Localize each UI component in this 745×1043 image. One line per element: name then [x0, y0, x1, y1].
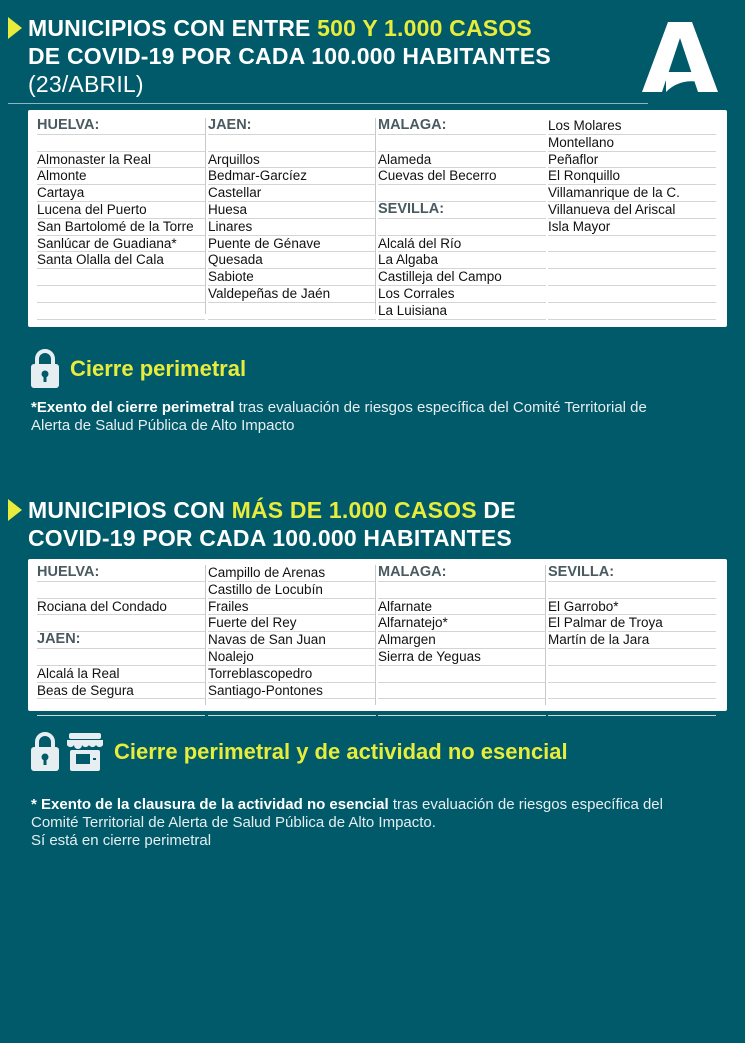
municipality-item: Almonaster la Real: [37, 152, 205, 169]
municipality-item: Valdepeñas de Jaén: [208, 286, 376, 303]
empty-row: [208, 699, 376, 716]
municipality-item: Castillo de Locubín: [208, 582, 376, 599]
municipality-item: Sanlúcar de Guadiana*: [37, 236, 205, 253]
municipality-item: Huesa: [208, 202, 376, 219]
empty-row: [548, 666, 716, 683]
municipality-item: Santiago-Pontones: [208, 683, 376, 700]
shop-icon: [66, 732, 104, 772]
table-column-sevilla: [548, 565, 716, 716]
region-header: MÁLAGA:: [378, 565, 546, 582]
region-header: JAÉN:: [208, 118, 376, 135]
empty-row: [378, 666, 546, 683]
municipality-item: Santa Olalla del Cala: [37, 252, 205, 269]
empty-row: [378, 582, 546, 599]
municipality-item: Linares: [208, 219, 376, 236]
empty-row: [378, 699, 546, 716]
municipality-item: Lucena del Puerto: [37, 202, 205, 219]
arrow-bullet-icon: [8, 499, 22, 521]
empty-row: [378, 683, 546, 700]
region-header: SEVILLA:: [378, 202, 546, 219]
municipality-item: Rociana del Condado: [37, 599, 205, 616]
municipality-item: Alameda: [378, 152, 546, 169]
municipality-item: Sabiote: [208, 269, 376, 286]
municipality-item: Fuerte del Rey: [208, 615, 376, 632]
municipality-item: Sierra de Yeguas: [378, 649, 546, 666]
empty-row: [37, 649, 205, 666]
municipality-item: El Garrobo*: [548, 599, 716, 616]
municipality-item: Almonte: [37, 168, 205, 185]
municipality-table-500-1000: [28, 110, 727, 327]
exemption-note-1: *Exento del cierre perimetral tras evaluación de riesgos específica del Comité Territorial de Alerta de Salud Pública de Alto Impacto: [31, 399, 647, 434]
divider: [8, 103, 648, 104]
municipality-item: Villanueva del Ariscal: [548, 202, 716, 219]
empty-row: [208, 135, 376, 152]
empty-row: [548, 303, 716, 320]
municipality-item: Frailes: [208, 599, 376, 616]
empty-row: [548, 269, 716, 286]
empty-row: [378, 219, 546, 236]
restriction-cierre-perimetral: Cierre perimetral: [30, 349, 246, 389]
table-column-huelva: [37, 118, 205, 320]
municipality-item: La Algaba: [378, 252, 546, 269]
municipality-item: Alfarnatejo*: [378, 615, 546, 632]
municipality-item: Montellano: [548, 135, 716, 152]
empty-row: [208, 303, 376, 320]
empty-row: [37, 582, 205, 599]
municipality-item: Noalejo: [208, 649, 376, 666]
municipality-item: San Bartolomé de la Torre: [37, 219, 205, 236]
date-label: (23/ABRIL): [28, 71, 144, 97]
empty-row: [37, 135, 205, 152]
municipality-item: Navas de San Juan: [208, 632, 376, 649]
municipality-item: Alfarnate: [378, 599, 546, 616]
empty-row: [378, 135, 546, 152]
junta-andalucia-logo-icon: [640, 20, 720, 96]
region-header: MÁLAGA:: [378, 118, 546, 135]
empty-row: [548, 236, 716, 253]
empty-row: [37, 303, 205, 320]
empty-row: [37, 699, 205, 716]
empty-row: [37, 615, 205, 632]
arrow-bullet-icon: [8, 17, 22, 39]
restriction-cierre-actividad: Cierre perimetral y de actividad no esencial: [30, 732, 568, 772]
table-column-huelva-jaen: [37, 565, 205, 716]
empty-row: [37, 286, 205, 303]
municipality-item: Arquillos: [208, 152, 376, 169]
lock-icon: [30, 732, 60, 772]
municipality-item: Castellar: [208, 185, 376, 202]
municipality-item: Quesada: [208, 252, 376, 269]
empty-row: [378, 185, 546, 202]
municipality-item: Torreblascopedro: [208, 666, 376, 683]
section1-heading: MUNICIPIOS CON ENTRE 500 Y 1.000 CASOS DE COVID-19 POR CADA 100.000 HABITANTES (23/ABRIL): [8, 14, 551, 98]
municipality-item: Almargen: [378, 632, 546, 649]
region-header: HUELVA:: [37, 565, 205, 582]
empty-row: [37, 269, 205, 286]
municipality-item: Beas de Segura: [37, 683, 205, 700]
municipality-item: Cartaya: [37, 185, 205, 202]
municipality-table-over-1000: [28, 559, 727, 711]
municipality-item: Isla Mayor: [548, 219, 716, 236]
municipality-item: Campillo de Arenas: [208, 565, 376, 582]
empty-row: [548, 582, 716, 599]
municipality-item: Villamanrique de la C.: [548, 185, 716, 202]
region-header: JAÉN:: [37, 632, 205, 649]
empty-row: [548, 683, 716, 700]
empty-row: [548, 286, 716, 303]
exemption-note-2: * Exento de la clausura de la actividad no esencial tras evaluación de riesgos específica del Comité Territorial de Alerta de Salud Pública de Alto Impacto. Sí está en cierre perimetral: [31, 796, 663, 849]
empty-row: [548, 699, 716, 716]
municipality-item: Alcalá la Real: [37, 666, 205, 683]
empty-row: [548, 252, 716, 269]
table-column-malaga: [378, 565, 546, 716]
heading-highlight: 500 Y 1.000 CASOS: [317, 15, 532, 41]
municipality-item: Puente de Génave: [208, 236, 376, 253]
municipality-item: La Luisiana: [378, 303, 546, 320]
municipality-item: Peñaflor: [548, 152, 716, 169]
municipality-item: Bedmar-Garcíez: [208, 168, 376, 185]
table-column-jaen-cont: [208, 565, 376, 716]
region-header: SEVILLA:: [548, 565, 716, 582]
municipality-item: Cuevas del Becerro: [378, 168, 546, 185]
table-column-sevilla-cont: [548, 118, 716, 320]
section2-heading: MUNICIPIOS CON MÁS DE 1.000 CASOS DE COVID-19 POR CADA 100.000 HABITANTES: [8, 496, 516, 552]
municipality-item: El Ronquillo: [548, 168, 716, 185]
municipality-item: El Palmar de Troya: [548, 615, 716, 632]
region-header: HUELVA:: [37, 118, 205, 135]
municipality-item: Los Corrales: [378, 286, 546, 303]
municipality-item: Castilleja del Campo: [378, 269, 546, 286]
municipality-item: Alcalá del Río: [378, 236, 546, 253]
empty-row: [548, 649, 716, 666]
table-column-malaga-sevilla: [378, 118, 546, 320]
heading-highlight: MÁS DE 1.000 CASOS: [231, 497, 477, 523]
municipality-item: Martín de la Jara: [548, 632, 716, 649]
lock-icon: [30, 349, 60, 389]
table-column-jaen: [208, 118, 376, 320]
municipality-item: Los Molares: [548, 118, 716, 135]
